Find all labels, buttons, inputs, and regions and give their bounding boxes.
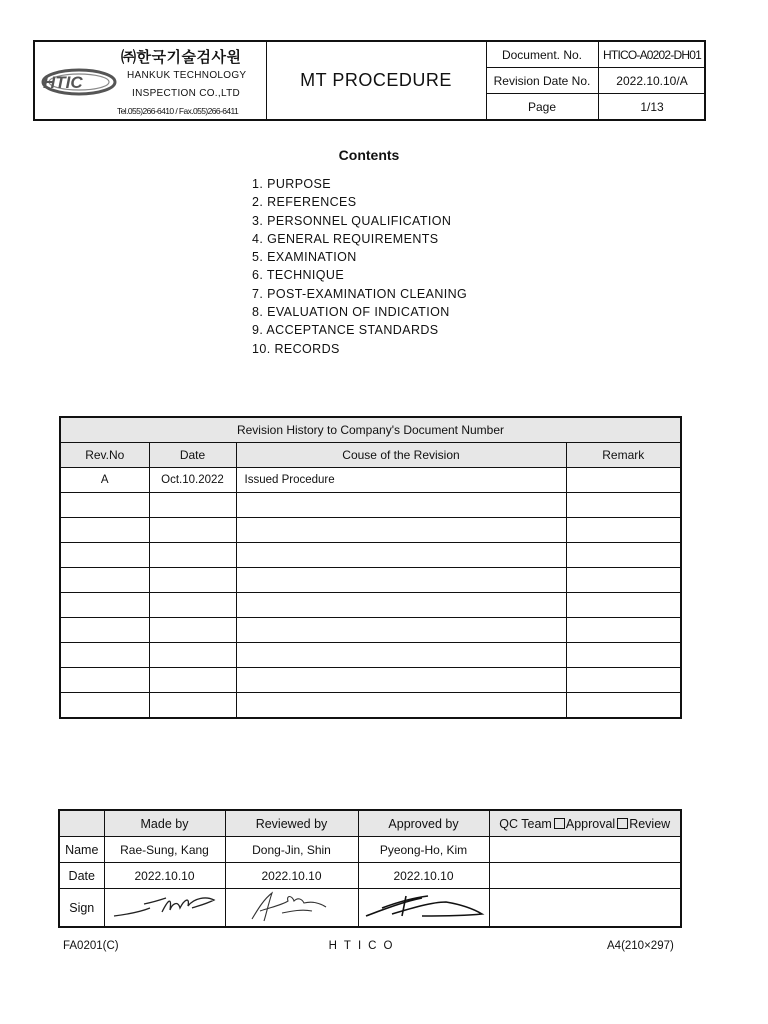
- remark-cell: [566, 568, 681, 593]
- reviewed-by-signature: [225, 889, 358, 928]
- remark-cell: [566, 518, 681, 543]
- document-title: MT PROCEDURE: [300, 70, 452, 90]
- qc-name-cell: [489, 837, 681, 863]
- table-row: [60, 693, 681, 719]
- reviewed-by-date: 2022.10.10: [225, 863, 358, 889]
- approval-table: [58, 809, 682, 928]
- qc-sign-cell: [489, 889, 681, 928]
- document-number-label: Document. No.: [501, 47, 583, 62]
- column-header-remark: Remark: [566, 443, 681, 468]
- made-by-date: 2022.10.10: [104, 863, 225, 889]
- rev-no-cell: [60, 618, 149, 643]
- rev-no-cell: A: [60, 468, 149, 493]
- signature-graphic: [242, 889, 342, 923]
- contents-item: 4. GENERAL REQUIREMENTS: [252, 231, 439, 246]
- column-header-made-by: Made by: [104, 810, 225, 837]
- remark-cell: [566, 668, 681, 693]
- qc-review-checkbox[interactable]: [617, 818, 628, 829]
- date-cell: [149, 493, 236, 518]
- date-cell: [149, 693, 236, 719]
- contents-item: 3. PERSONNEL QUALIFICATION: [252, 213, 452, 228]
- column-header-cause: Couse of the Revision: [236, 443, 566, 468]
- revision-date-label: Revision Date No.: [493, 73, 591, 88]
- rev-no-cell: [60, 643, 149, 668]
- cause-cell: [236, 668, 566, 693]
- contents-item: 6. TECHNIQUE: [252, 268, 345, 283]
- company-korean-name: ㈜한국기술검사원: [121, 49, 242, 66]
- contents-item: 9. ACCEPTANCE STANDARDS: [252, 323, 439, 338]
- rev-no-cell: [60, 668, 149, 693]
- rev-no-cell: [60, 593, 149, 618]
- table-row: [60, 568, 681, 593]
- paper-size: A4(210×297): [607, 940, 674, 952]
- column-header-approved-by: Approved by: [358, 810, 489, 837]
- revision-history-table: [59, 416, 682, 719]
- cause-cell: Issued Procedure: [236, 468, 566, 493]
- cause-cell: [236, 568, 566, 593]
- qc-approval-checkbox[interactable]: [554, 818, 565, 829]
- date-cell: [149, 643, 236, 668]
- table-row: [60, 643, 681, 668]
- table-row: [60, 543, 681, 568]
- date-cell: Oct.10.2022: [149, 468, 236, 493]
- date-cell: [149, 543, 236, 568]
- cause-cell: [236, 643, 566, 668]
- remark-cell: [566, 593, 681, 618]
- cause-cell: [236, 493, 566, 518]
- contents-item: 8. EVALUATION OF INDICATION: [252, 305, 450, 320]
- contents-item: 10. RECORDS: [252, 341, 340, 356]
- company-english-name-line1: HANKUK TECHNOLOGY: [127, 70, 247, 81]
- contents-item: 5. EXAMINATION: [252, 250, 357, 265]
- table-row: [60, 518, 681, 543]
- page-value: 1/13: [640, 99, 664, 114]
- date-cell: [149, 618, 236, 643]
- form-code: FA0201(C): [63, 940, 119, 952]
- qc-approval-label: Approval: [565, 816, 616, 831]
- column-header-qc-team: [489, 810, 681, 837]
- qc-team-label: QC Team: [499, 816, 552, 831]
- table-row: [60, 468, 681, 493]
- remark-cell: [566, 493, 681, 518]
- column-header-rev-no: Rev.No: [60, 443, 149, 468]
- company-logo: [39, 64, 117, 100]
- cause-cell: [236, 518, 566, 543]
- row-label-sign: Sign: [59, 889, 104, 928]
- date-cell: [149, 668, 236, 693]
- qc-date-cell: [489, 863, 681, 889]
- cause-cell: [236, 618, 566, 643]
- contents-item: 1. PURPOSE: [252, 177, 332, 191]
- date-cell: [149, 593, 236, 618]
- table-row: [60, 618, 681, 643]
- cause-cell: [236, 543, 566, 568]
- document-header: [33, 40, 706, 121]
- remark-cell: [566, 468, 681, 493]
- made-by-name: Rae-Sung, Kang: [104, 837, 225, 863]
- company-english-name-line2: INSPECTION CO.,LTD: [132, 88, 241, 99]
- table-row: [60, 668, 681, 693]
- footer-company: HTICO: [328, 940, 400, 952]
- cause-cell: [236, 593, 566, 618]
- remark-cell: [566, 543, 681, 568]
- remark-cell: [566, 693, 681, 719]
- date-cell: [149, 568, 236, 593]
- contents-list: [252, 175, 467, 358]
- document-number-value: HTICO-A0202-DH01: [603, 47, 701, 62]
- column-header-date: Date: [149, 443, 236, 468]
- remark-cell: [566, 643, 681, 668]
- contents-item: 2. REFERENCES: [252, 195, 357, 210]
- approved-by-signature: [358, 889, 489, 928]
- remark-cell: [566, 618, 681, 643]
- approval-corner-cell: [59, 810, 104, 837]
- cause-cell: [236, 693, 566, 719]
- revision-date-value: 2022.10.10/A: [616, 73, 688, 88]
- approved-by-date: 2022.10.10: [358, 863, 489, 889]
- row-label-date: Date: [59, 863, 104, 889]
- rev-no-cell: [60, 518, 149, 543]
- rev-no-cell: [60, 568, 149, 593]
- column-header-reviewed-by: Reviewed by: [225, 810, 358, 837]
- date-cell: [149, 518, 236, 543]
- made-by-signature: [104, 889, 225, 928]
- signature-graphic: [362, 890, 486, 922]
- approved-by-name: Pyeong-Ho, Kim: [358, 837, 489, 863]
- company-block: [35, 42, 266, 119]
- rev-no-cell: [60, 493, 149, 518]
- table-row: [60, 593, 681, 618]
- contents-item: 7. POST-EXAMINATION CLEANING: [252, 286, 468, 301]
- revision-history-caption: Revision History to Company's Document Number: [60, 417, 681, 443]
- contents-title: Contents: [338, 147, 400, 163]
- table-row: [60, 493, 681, 518]
- rev-no-cell: [60, 693, 149, 719]
- logo-text: HTIC: [43, 73, 83, 92]
- page-label: Page: [527, 99, 557, 114]
- reviewed-by-name: Dong-Jin, Shin: [225, 837, 358, 863]
- row-label-name: Name: [59, 837, 104, 863]
- qc-review-label: Review: [629, 816, 671, 831]
- signature-graphic: [110, 890, 220, 922]
- rev-no-cell: [60, 543, 149, 568]
- company-contact: Tel.055)266-6410 / Fax.055)266-6411: [117, 106, 239, 116]
